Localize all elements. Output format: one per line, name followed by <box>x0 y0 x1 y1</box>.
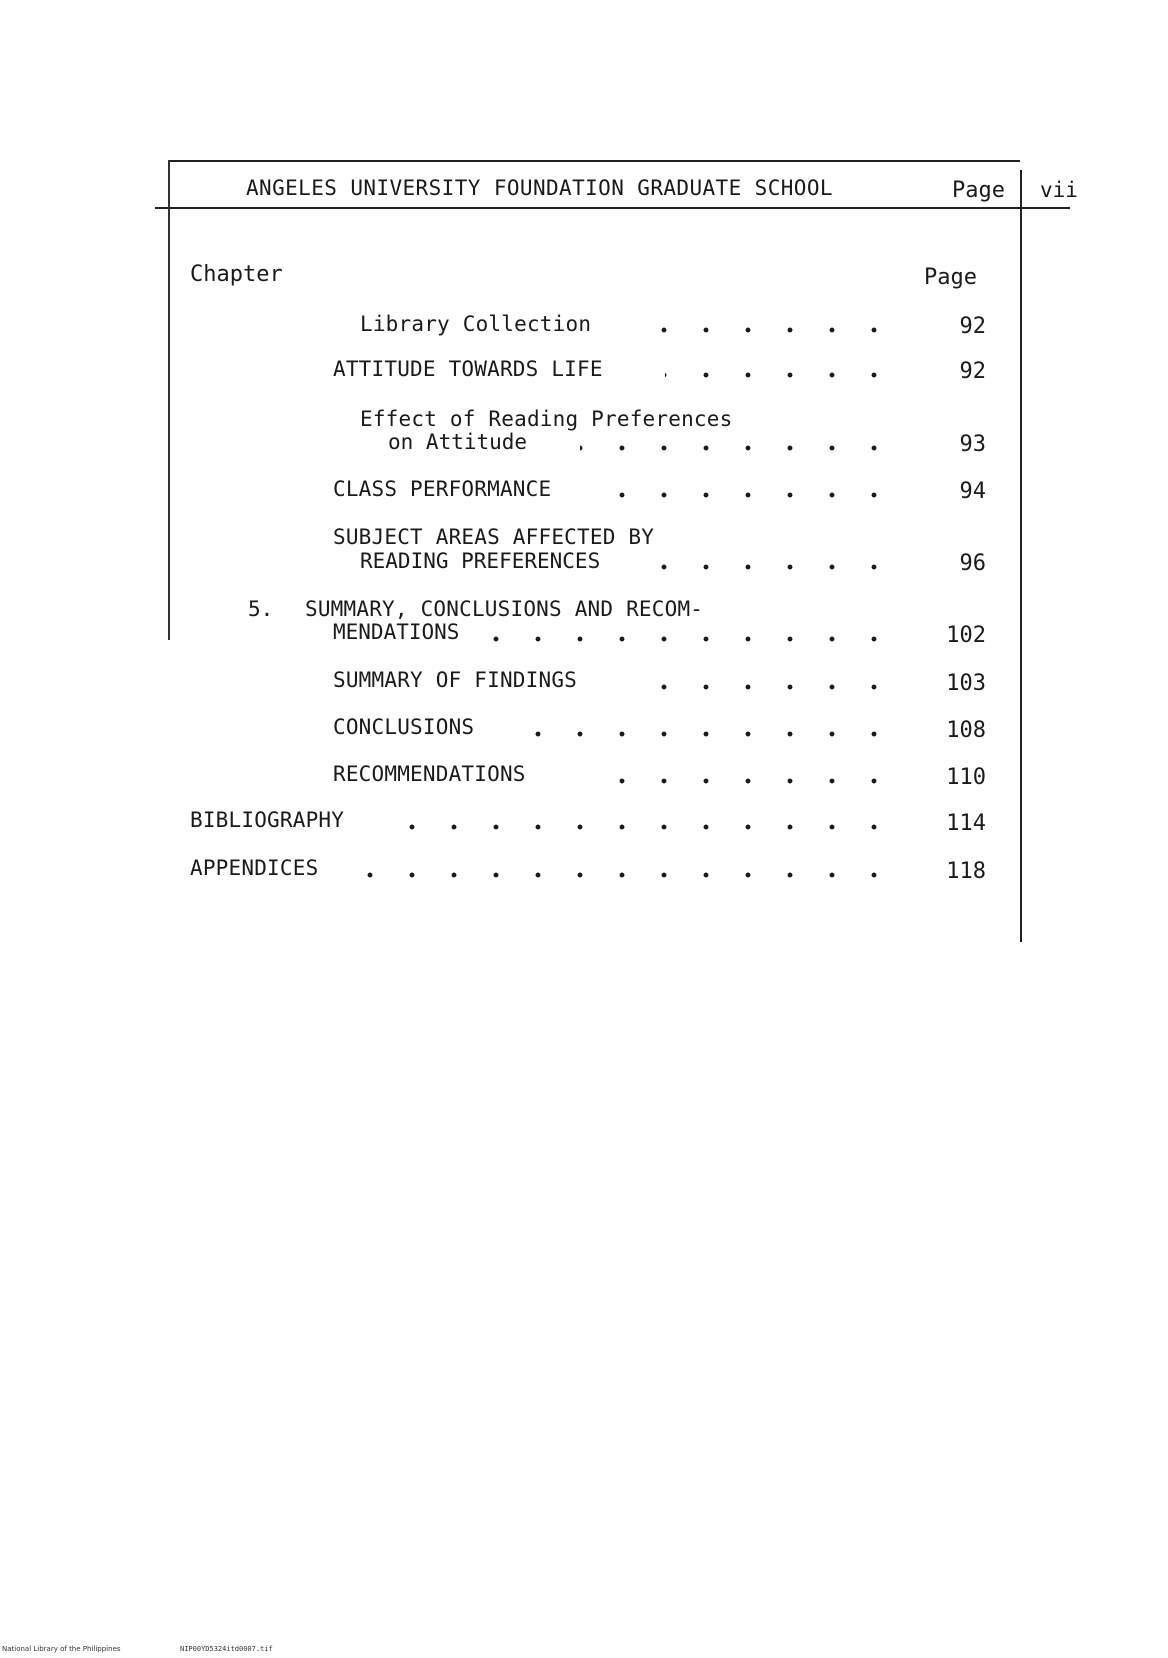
toc-entry-title: CLASS PERFORMANCE <box>333 477 552 501</box>
toc-entry-title: Effect of Reading Preferences <box>360 407 733 431</box>
toc-entry-title: SUMMARY, CONCLUSIONS AND RECOM- <box>305 597 704 621</box>
header-bottom-rule <box>155 207 1070 209</box>
chapter-number: 5. <box>248 597 274 621</box>
toc-entry-title: ATTITUDE TOWARDS LIFE <box>333 357 603 381</box>
dot-leader <box>630 327 895 333</box>
scan-file-code: NIP00YD5324itd0007.tif <box>180 1645 273 1653</box>
toc-entry-title-continued: MENDATIONS <box>333 620 460 644</box>
dot-leader <box>585 778 895 784</box>
toc-entry-page: 93 <box>959 432 986 457</box>
toc-entry-page: 114 <box>946 811 986 836</box>
toc-entry-page: 92 <box>959 359 986 384</box>
dot-leader <box>500 731 895 737</box>
toc-entry-page: 92 <box>959 314 986 339</box>
dot-leader <box>660 564 895 570</box>
dot-leader <box>585 492 895 498</box>
toc-entry-title: CONCLUSIONS <box>333 715 475 739</box>
dot-leader <box>625 684 895 690</box>
header-page-number: vii <box>1040 178 1078 202</box>
toc-entry-page: 108 <box>946 718 986 743</box>
header-top-rule <box>168 160 1020 162</box>
scan-source-note: National Library of the Philippines <box>2 1645 121 1653</box>
dot-leader <box>375 824 895 830</box>
toc-entry-title: SUBJECT AREAS AFFECTED BY <box>333 525 655 549</box>
toc-entry-title: RECOMMENDATIONS <box>333 762 526 786</box>
toc-entry-title-continued: READING PREFERENCES <box>360 549 601 573</box>
toc-entry-page: 118 <box>946 859 986 884</box>
toc-entry-title: Library Collection <box>360 312 592 336</box>
toc-entry-title-continued: on Attitude <box>388 430 528 454</box>
toc-entry-page: 110 <box>946 765 986 790</box>
header-page-label: Page <box>952 178 1005 203</box>
toc-entry-title: SUMMARY OF FINDINGS <box>333 668 578 692</box>
school-header-title: ANGELES UNIVERSITY FOUNDATION GRADUATE SCHOOL <box>246 176 833 200</box>
left-margin-rule <box>168 160 170 640</box>
toc-entry-title: BIBLIOGRAPHY <box>190 808 345 832</box>
toc-entry-title: APPENDICES <box>190 856 319 880</box>
toc-entry-page: 94 <box>959 479 986 504</box>
dot-leader <box>345 872 895 878</box>
toc-entry-page: 103 <box>946 671 986 696</box>
dot-leader <box>665 372 895 378</box>
page-column-heading: Page <box>924 265 977 290</box>
chapter-column-heading: Chapter <box>190 262 283 287</box>
right-margin-rule <box>1020 170 1022 942</box>
dot-leader <box>580 445 895 451</box>
dot-leader <box>490 636 895 642</box>
toc-entry-page: 96 <box>959 551 986 576</box>
toc-entry-page: 102 <box>946 623 986 648</box>
